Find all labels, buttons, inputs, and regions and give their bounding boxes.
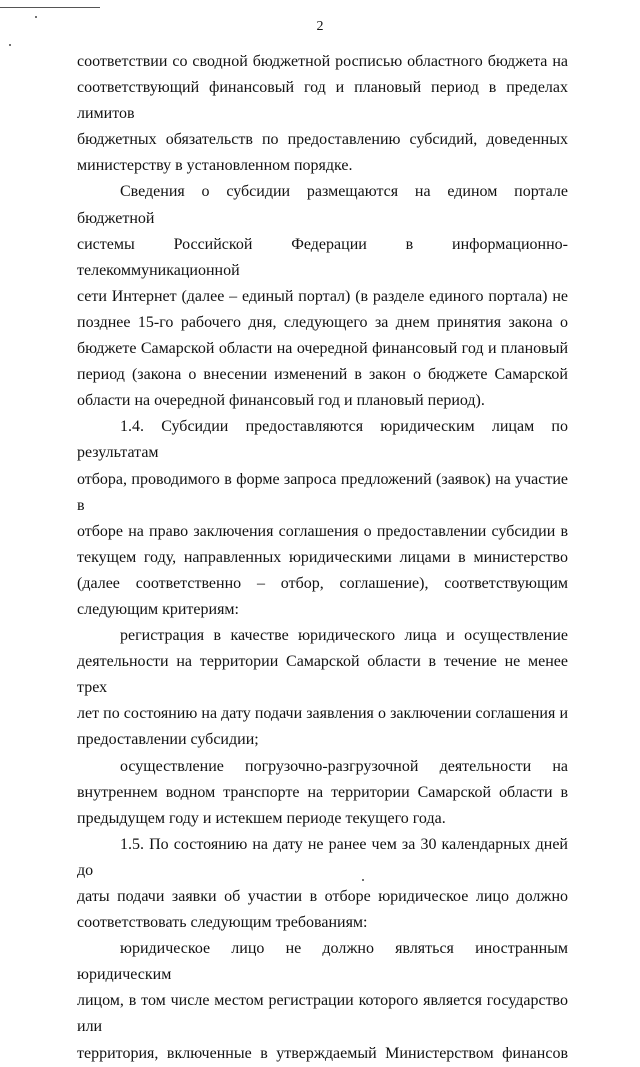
document-body bbox=[77, 49, 568, 1067]
text-line: отборе на право заключения соглашения о предоставлении субсидии в bbox=[77, 522, 568, 540]
text-line: (далее соответственно – отбор, соглашение), соответствующим bbox=[77, 574, 568, 592]
text-line: предыдущем году и истекшем периоде текущего года. bbox=[77, 809, 446, 827]
text-line: системы Российской Федерации в информационно-телекоммуникационной bbox=[77, 235, 568, 279]
text-line: бюджетных обязательств по предоставлению субсидий, доведенных bbox=[77, 131, 568, 149]
page-number: 2 bbox=[316, 19, 324, 34]
text-line: соответствующий финансовый год и плановый период в пределах лимитов bbox=[77, 79, 568, 123]
text-line: соответствии со сводной бюджетной росписью областного бюджета на bbox=[77, 53, 568, 70]
text-line: осуществление погрузочно-разгрузочной деятельности на bbox=[120, 757, 568, 775]
text-line: лицом, в том числе местом регистрации которого является государство или bbox=[77, 992, 568, 1036]
text-line: регистрация в качестве юридического лица и осуществление bbox=[120, 627, 568, 645]
text-line: 1.4. Субсидии предоставляются юридическим лицам по результатам bbox=[77, 418, 568, 462]
scan-speck bbox=[9, 44, 11, 46]
text-line: министерству в установленном порядке. bbox=[77, 157, 353, 175]
text-line: 1.5. По состоянию на дату не ранее чем за 30 календарных дней до bbox=[77, 835, 568, 879]
text-line: даты подачи заявки об участии в отборе юридическое лицо должно bbox=[77, 888, 568, 905]
text-line: Сведения о субсидии размещаются на едином портале бюджетной bbox=[77, 183, 568, 227]
text-line: юридическое лицо не должно являться иностранным юридическим bbox=[77, 940, 568, 984]
text-line: территория, включенные в утверждаемый Министерством финансов bbox=[77, 1044, 568, 1062]
text-line: лет по состоянию на дату подачи заявления о заключении соглашения и bbox=[77, 705, 568, 723]
scan-edge-line bbox=[0, 7, 100, 8]
text-line: следующим критериям: bbox=[77, 600, 239, 618]
text-line: соответствовать следующим требованиям: bbox=[77, 914, 368, 932]
text-line: бюджете Самарской области на очередной финансовый год и плановый bbox=[77, 340, 568, 358]
text-line: текущем году, направленных юридическими лицами в министерство bbox=[77, 548, 568, 566]
text-line: внутреннем водном транспорте на территории Самарской области в bbox=[77, 783, 568, 801]
text-line: отбора, проводимого в форме запроса предложений (заявок) на участие в bbox=[77, 470, 568, 514]
text-line: сети Интернет (далее – единый портал) (в разделе единого портала) не bbox=[77, 287, 568, 305]
text-line: деятельности на территории Самарской области в течение не менее трех bbox=[77, 653, 568, 697]
text-line: предоставлении субсидии; bbox=[77, 731, 259, 749]
text-line: области на очередной финансовый год и плановый период). bbox=[77, 392, 485, 410]
text-line: позднее 15-го рабочего дня, следующего за днем принятия закона о bbox=[77, 313, 568, 331]
text-line: период (закона о внесении изменений в закон о бюджете Самарской bbox=[77, 366, 568, 384]
scan-speck bbox=[35, 16, 37, 18]
